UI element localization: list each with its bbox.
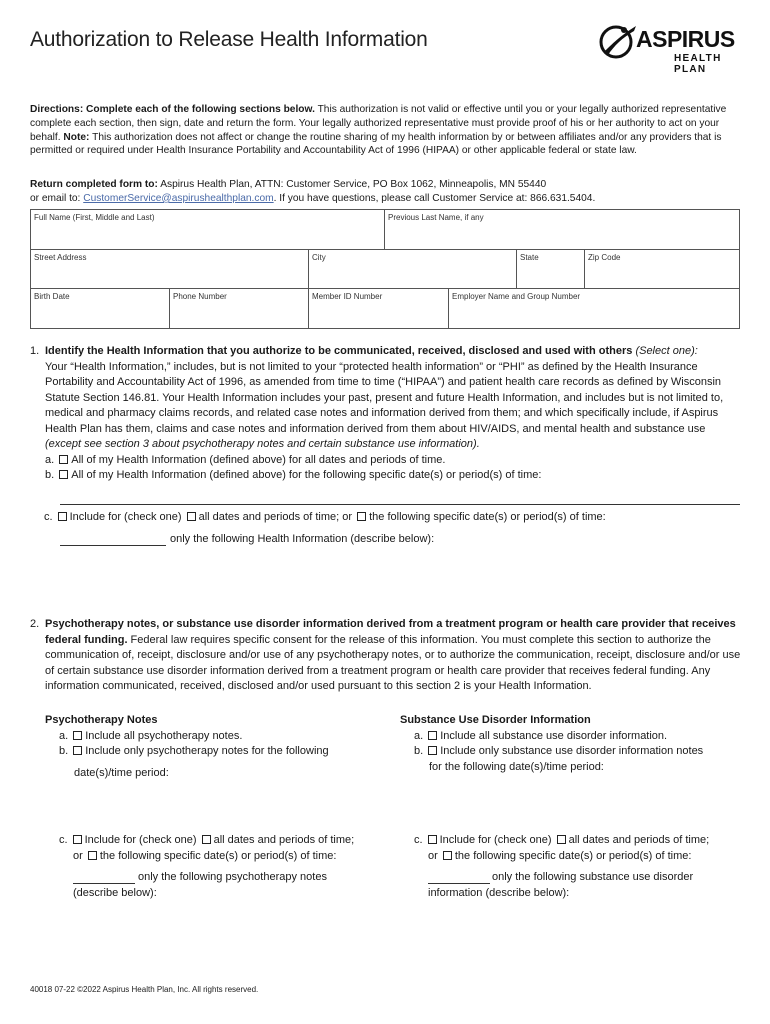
- section-2: [30, 617, 742, 695]
- option-1b: [45, 468, 742, 484]
- state-field[interactable]: [517, 250, 585, 289]
- option-1b-date-line[interactable]: [60, 504, 740, 505]
- psych-c-mid: all dates and periods of time;: [213, 834, 355, 846]
- psych-c-or: or: [73, 849, 83, 862]
- sud-a-checkbox[interactable]: [428, 731, 437, 740]
- page-title: Authorization to Release Health Information: [30, 28, 428, 51]
- sud-c-all-dates-checkbox[interactable]: [557, 835, 566, 844]
- sud-b-label: b.: [414, 745, 424, 757]
- option-1b-label: b.: [45, 469, 55, 481]
- option-1c-label: c.: [44, 511, 53, 523]
- return-address: Aspirus Health Plan, ATTN: Customer Service, PO Box 1062, Minneapolis, MN 55440: [157, 179, 547, 190]
- section-2-heading: Psychotherapy notes, or substance use disorder information derived from a treatment program or health care provider that receives federal funding.: [45, 618, 736, 646]
- substance-use-title: Substance Use Disorder Information: [400, 714, 591, 726]
- section-2-number: 2.: [30, 618, 40, 630]
- option-1c-post: the following specific date(s) or period(s) of time:: [369, 511, 606, 523]
- footer-copyright: 40018 07-22 ©2022 Aspirus Health Plan, Inc. All rights reserved.: [30, 985, 259, 994]
- sud-a-label: a.: [414, 729, 424, 742]
- sud-d-blank-line[interactable]: [428, 883, 490, 884]
- sud-option-a: [414, 729, 745, 745]
- logo-name: ASPIRUS: [636, 26, 735, 52]
- employer-field[interactable]: [449, 289, 739, 328]
- note-text: This authorization does not affect or change the routine sharing of my health information by or between affiliates and/or any providers that is permitted or required under Health Insurance Portability and Accountability Act of 1996 (HIPAA) or other applicable federal or state law.: [30, 131, 722, 157]
- psych-b-label: b.: [59, 745, 69, 757]
- option-1c-specific-dates-checkbox[interactable]: [357, 512, 366, 521]
- section-1-number: 1.: [30, 345, 40, 357]
- psych-d-text2: (describe below):: [73, 887, 157, 899]
- phone-label: Phone Number: [173, 292, 227, 301]
- member-id-field[interactable]: [309, 289, 449, 328]
- return-label: Return completed form to:: [30, 179, 158, 190]
- employer-label: Employer Name and Group Number: [452, 292, 581, 301]
- sud-c-mid: all dates and periods of time;: [568, 834, 710, 846]
- psych-b-period: date(s)/time period:: [74, 766, 169, 779]
- psychotherapy-title: Psychotherapy Notes: [45, 714, 158, 726]
- psych-option-a: [59, 729, 385, 745]
- directions-label: Directions: Complete each of the following sections below.: [30, 104, 315, 115]
- sud-c-or: or: [428, 849, 438, 862]
- sud-b-period: for the following date(s)/time period:: [429, 760, 604, 773]
- city-label: City: [312, 253, 326, 262]
- birth-date-field[interactable]: [31, 289, 170, 328]
- directions-text: This authorization is not valid or effective until you or your legally authorized representative complete each section, then sign, date and return the form. Your legally authorized representative must provide proof of his or her authority to act on your behalf.: [30, 104, 727, 143]
- street-label: Street Address: [34, 253, 87, 262]
- psych-a-label: a.: [59, 729, 69, 742]
- zip-code-field[interactable]: [585, 250, 739, 289]
- sud-d-text2: information (describe below):: [428, 887, 570, 899]
- sud-option-c: [414, 833, 749, 864]
- option-1a: [45, 453, 742, 469]
- option-1a-checkbox[interactable]: [59, 455, 68, 464]
- option-1b-checkbox[interactable]: [59, 470, 68, 479]
- sud-option-b: [414, 744, 745, 760]
- member-id-label: Member ID Number: [312, 292, 383, 301]
- option-1c-blank-line[interactable]: [60, 545, 166, 546]
- email-prefix: or email to:: [30, 192, 84, 204]
- aspirus-logo: [598, 22, 743, 75]
- psych-c-label: c.: [59, 834, 68, 846]
- option-1c-describe: only the following Health Information (describe below):: [170, 533, 435, 545]
- psych-a-checkbox[interactable]: [73, 731, 82, 740]
- psych-c-pre: Include for (check one): [84, 834, 197, 846]
- psych-c-post: the following specific date(s) or period(s) of time:: [99, 849, 337, 862]
- section-1-body-italic: (except see section 3 about psychotherapy notes and certain substance use information).: [45, 438, 480, 450]
- street-address-field[interactable]: [31, 250, 309, 289]
- birth-date-label: Birth Date: [34, 292, 70, 301]
- sud-c-checkbox[interactable]: [428, 835, 437, 844]
- note-label: Note:: [63, 131, 90, 143]
- psychotherapy-notes-column: [45, 713, 385, 781]
- city-field[interactable]: [309, 250, 517, 289]
- sud-d-text: only the following substance use disorder: [492, 871, 694, 883]
- directions-paragraph: [30, 103, 742, 158]
- option-1c-all-dates-checkbox[interactable]: [187, 512, 196, 521]
- previous-name-field[interactable]: [385, 210, 739, 250]
- email-link[interactable]: CustomerService@aspirushealthplan.com: [83, 192, 274, 204]
- psych-b-text: Include only psychotherapy notes for the following: [85, 745, 329, 757]
- option-1c-pre: Include for (check one): [69, 511, 182, 523]
- option-1a-label: a.: [45, 453, 55, 466]
- section-1-select: (Select one):: [635, 345, 698, 357]
- logo-subtitle: HEALTH PLAN: [674, 53, 722, 75]
- state-label: State: [520, 253, 539, 262]
- return-paragraph: [30, 178, 742, 206]
- sud-a-text: Include all substance use disorder information.: [440, 729, 668, 742]
- option-1b-text: All of my Health Information (defined above) for the following specific date(s) or period(s) of time:: [71, 469, 542, 481]
- full-name-field[interactable]: [31, 210, 385, 250]
- psych-option-c: [59, 833, 389, 864]
- sud-b-text: Include only substance use disorder information notes: [440, 745, 704, 757]
- psych-option-b: [59, 744, 385, 760]
- phone-text: . If you have questions, please call Customer Service at: 866.631.5404.: [273, 192, 596, 204]
- option-1a-text: All of my Health Information (defined above) for all dates and periods of time.: [71, 453, 446, 466]
- sud-b-checkbox[interactable]: [428, 746, 437, 755]
- psych-b-checkbox[interactable]: [73, 746, 82, 755]
- psych-c-all-dates-checkbox[interactable]: [202, 835, 211, 844]
- psych-d-blank-line[interactable]: [73, 883, 135, 884]
- section-1-body: [45, 360, 742, 453]
- member-info-form: [30, 209, 740, 329]
- psych-c-checkbox[interactable]: [73, 835, 82, 844]
- option-1c: [44, 510, 734, 526]
- psych-a-text: Include all psychotherapy notes.: [85, 729, 243, 742]
- section-1: [30, 344, 742, 484]
- full-name-label: Full Name (First, Middle and Last): [34, 213, 155, 222]
- option-1c-checkbox[interactable]: [58, 512, 67, 521]
- psych-c-specific-dates-checkbox[interactable]: [88, 851, 97, 860]
- psych-d-text: only the following psychotherapy notes: [138, 871, 327, 883]
- option-1c-mid: all dates and periods of time; or: [198, 511, 353, 523]
- previous-name-label: Previous Last Name, if any: [388, 213, 484, 222]
- zip-label: Zip Code: [588, 253, 621, 262]
- substance-use-column: [400, 713, 745, 775]
- section-1-body-text: Your “Health Information,” includes, but is not limited to your “protected health information” or “PHI” as defined by the Health Insurance Portability and Accountability Act of 1996, as amended from time to time (“HIPAA”) and patient health care records as defined by Wisconsin Statute Section 146.81. Your Health Information includes your past, present and future Health Information, and includes but is not limited to, medical and pharmacy claims records, and related case notes and information derived from them; and which specifically include, if Aspirus Health Plan has them, claims and case notes and information derived from them about HIV/AIDS, and mental health and substance use: [45, 360, 724, 435]
- section-1-heading: Identify the Health Information that you authorize to be communicated, received, disclosed and used with others: [45, 345, 633, 357]
- sud-c-label: c.: [414, 834, 423, 846]
- sud-c-post: the following specific date(s) or period(s) of time:: [454, 849, 692, 862]
- section-2-body: Federal law requires specific consent for the release of this information. You must complete this section to authorize the communication of, receipt, disclosure and/or use of any psychotherapy notes, or to authorize the communication, receipt, disclosure and/or use of certain substance use disorder information derived from a treatment program or health care provider that receives federal funding. Any information communicated, received, disclosed and/or used pursuant to this section 2 is your Health Information.: [45, 633, 741, 692]
- phone-number-field[interactable]: [170, 289, 309, 328]
- aspirus-mark-icon: [598, 22, 638, 62]
- sud-c-specific-dates-checkbox[interactable]: [443, 851, 452, 860]
- sud-c-pre: Include for (check one): [439, 834, 552, 846]
